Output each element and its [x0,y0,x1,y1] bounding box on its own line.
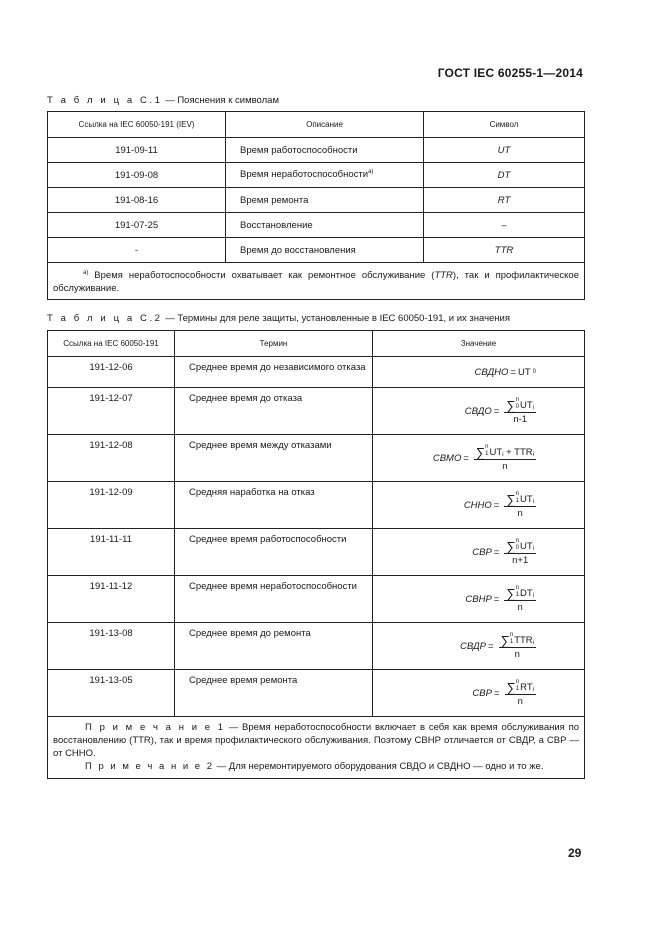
table1-desc: Время до восстановления [226,238,424,263]
table2-term: Среднее время ремонта [175,670,373,717]
sum-upper: n [515,585,519,591]
table1-col-symbol: Символ [424,112,585,138]
table1-header-row [48,112,585,138]
table1 [47,111,585,300]
table-row [48,238,585,263]
footnote-text: Время неработоспособности охватывает как ремонтное обслуживание ( [88,270,435,282]
formula-fraction [474,444,536,472]
formula-numerator [504,397,536,413]
formula-denominator: n+1 [512,555,529,566]
table2-col-ref: Ссылка на IEC 60050-191 [48,331,175,357]
table1-caption-prefix: Т а б л и ц а С.1 [47,95,163,106]
formula [472,679,536,707]
sum-lower: 1 [515,498,519,504]
table1-desc: Время ремонта [226,188,424,213]
sum-sign: ∑ [506,539,516,554]
table2-ref: 191-13-08 [48,623,175,670]
table-row [48,357,585,388]
table2-value [373,435,585,482]
numerator-term: UT [489,447,503,458]
formula-eq: = [493,546,500,558]
formula-eq: = [493,405,500,417]
table2-col-term: Термин [175,331,373,357]
sum-limits [516,491,519,505]
table2-value [373,623,585,670]
note-2-text: — Для неремонтируемого оборудования СВДО и СВДНО — одно и то же. [213,761,544,772]
table-row [48,388,585,435]
formula [465,585,536,613]
sum-limits [516,397,519,411]
table-row [48,623,585,670]
table2-value [373,529,585,576]
table2-term: Среднее время до отказа [175,388,373,435]
formula-eq: = [493,687,500,699]
formula-lhs: СВДР [459,640,486,652]
formula-eq: = [493,593,500,605]
sum-sign: ∑ [506,586,516,601]
sum-upper: n [509,632,514,638]
numerator-sub: i [532,687,534,693]
numerator-sub: i [532,640,534,646]
numerator-sub: i [532,546,534,552]
numerator-sub: i [532,593,534,599]
table1-symbol: DT [424,163,585,188]
table-row [48,482,585,529]
formula-lhs: СННО [463,499,492,511]
sum-lower: 1 [509,639,514,645]
table-row [48,213,585,238]
formula-numerator [474,444,536,460]
formula-eq: = [463,452,469,464]
sum-upper: n [485,444,489,450]
table2-term: Среднее время между отказами [175,435,373,482]
table1-ref: 191-09-08 [48,163,226,188]
sum-lower: 1 [515,686,520,692]
table-row [48,138,585,163]
formula-eq: = [488,640,494,652]
numerator-sub: i [532,405,534,411]
footnote-ttr: TTR [434,270,453,282]
table2-ref: 191-12-09 [48,482,175,529]
table1-footnote-row [48,263,585,300]
table-row [48,188,585,213]
table2-ref: 191-12-07 [48,388,175,435]
table1-caption [47,95,279,106]
sum-lower: 0 [515,404,519,410]
sum-upper: n [515,538,519,544]
table2-value [373,357,585,388]
numerator-term: UT [519,494,533,505]
table2-value [373,670,585,717]
table1-symbol: RT [424,188,585,213]
standard-designation: ГОСТ IEC 60255-1—2014 [437,66,583,80]
sum-upper: n [515,397,519,403]
formula [433,444,536,472]
table2-header-row [48,331,585,357]
sum-sign: ∑ [475,445,486,460]
table1-col-desc: Описание [226,112,424,138]
table1-ref: 191-09-11 [48,138,226,163]
numerator-sub: i [502,452,504,458]
footnote-marker: a) [368,169,374,176]
numerator-term: RT [520,682,533,693]
table-row [48,435,585,482]
formula-denominator: n-1 [513,414,528,425]
formula [465,397,536,425]
table1-ref: 191-08-16 [48,188,226,213]
table2-value [373,482,585,529]
table2-term: Среднее время до независимого отказа [175,357,373,388]
formula-lhs: СВР [472,546,492,558]
sum-sign: ∑ [506,680,516,695]
table1-desc: Время неработоспособности [240,169,369,181]
table1-desc: Восстановление [226,213,424,238]
formula-lhs: СВДО [464,405,492,417]
formula-lhs: СВР [472,687,492,699]
table-row [48,576,585,623]
sum-sign: ∑ [506,492,516,507]
formula-fraction [504,491,536,519]
formula-numerator [499,632,536,648]
formula-eq: = [493,499,500,511]
note-1-text: — Время неработоспособности включает в себя как время обслуживания по восстановлению (TTR), так и время профилактического обслуживания. Поэтому СВНР отличается от СВДР, а СВР — от СННО. [53,722,579,759]
table-row [48,670,585,717]
table2-ref: 191-11-11 [48,529,175,576]
sum-sign: ∑ [500,633,510,648]
formula-fraction [499,632,536,660]
formula-lhs: СВНР [465,593,492,605]
sum-upper: n [515,491,519,497]
table1-desc-cell [226,163,424,188]
table1-symbol: – [424,213,585,238]
sum-upper: n [515,679,520,685]
formula [474,367,536,378]
table2-caption [47,313,510,324]
formula-fraction [505,679,536,707]
table2-value [373,388,585,435]
formula-fraction [504,585,536,613]
table1-col-ref: Ссылка на IEC 60050-191 (IEV) [48,112,226,138]
numerator-term: UT [519,541,533,552]
formula-numerator [504,538,536,554]
note-2 [53,760,579,773]
numerator-extra-sub: i [532,452,534,458]
formula [460,632,536,660]
table2-ref: 191-12-08 [48,435,175,482]
numerator-extra: + TTR [503,447,533,458]
table2-ref: 191-11-12 [48,576,175,623]
table1-ref: - [48,238,226,263]
formula-fraction [504,397,536,425]
table2-caption-text: — Термины для реле защиты, установленные в IEC 60050-191, и их значения [162,313,511,324]
numerator-term: UT [519,400,533,411]
formula [464,491,536,519]
sum-limits [516,538,519,552]
numerator-term: TTR [514,635,533,646]
formula-denominator: n [517,696,523,707]
footnote-marker: a) [83,270,89,276]
table2-value [373,576,585,623]
sum-limits [516,679,519,693]
table2 [47,330,585,779]
table2-term: Среднее время работоспособности [175,529,373,576]
table2-term: Среднее время до ремонта [175,623,373,670]
sum-lower: 1 [485,451,489,457]
table2-col-value: Значение [373,331,585,357]
formula-numerator [504,491,536,507]
formula-numerator [504,585,536,601]
sum-sign: ∑ [506,398,516,413]
table2-ref: 191-13-05 [48,670,175,717]
formula-eq: = [510,366,516,378]
formula-denominator: n [514,649,520,660]
formula-sub: 0 [532,369,536,375]
formula-denominator: n [517,602,523,613]
table1-caption-text: — Пояснения к символам [162,95,279,106]
table1-desc: Время работоспособности [226,138,424,163]
formula-numerator [505,679,536,695]
table1-symbol: UT [424,138,585,163]
formula-lhs: СВМО [432,452,462,464]
table2-caption-prefix: Т а б л и ц а С.2 [47,313,163,324]
sum-limits [485,444,488,458]
sum-limits [516,585,519,599]
formula-denominator: n [502,461,508,472]
note-2-label: П р и м е ч а н и е 2 [85,761,214,772]
numerator-term: DT [519,588,533,599]
formula-denominator: n [517,508,523,519]
sum-limits [510,632,513,646]
table1-ref: 191-07-25 [48,213,226,238]
page-number: 29 [568,846,582,860]
formula-lhs: СВДНО [474,366,509,378]
table2-notes-row [48,717,585,779]
table2-term: Средняя наработка на отказ [175,482,373,529]
table1-symbol: TTR [424,238,585,263]
note-1 [53,721,579,760]
table2-term: Среднее время неработоспособности [175,576,373,623]
formula [472,538,536,566]
sum-lower: 1 [515,592,519,598]
footnote-text-end: ), так и профилактическое обслуживание. [53,270,579,295]
formula-fraction [504,538,536,566]
numerator-sub: i [532,499,534,505]
table1-footnote [48,263,585,300]
table2-ref: 191-12-06 [48,357,175,388]
formula-rhs: UT [517,366,531,378]
note-1-label: П р и м е ч а н и е 1 [85,722,226,733]
table2-notes [48,717,585,779]
table-row [48,163,585,188]
sum-lower: 0 [515,545,519,551]
table-row [48,529,585,576]
